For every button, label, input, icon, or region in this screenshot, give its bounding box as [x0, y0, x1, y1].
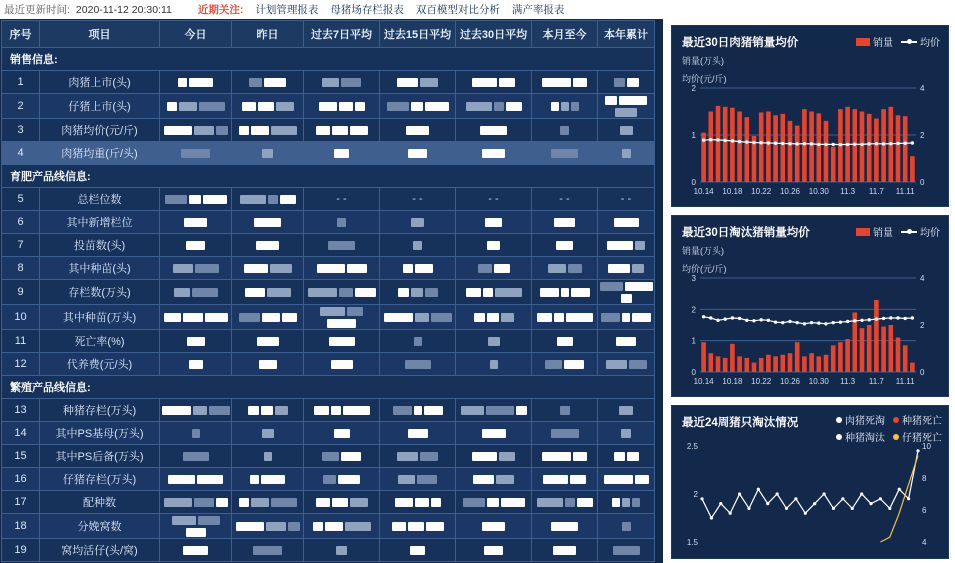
- table-row[interactable]: [2, 71, 655, 94]
- table-cell-value: [304, 468, 380, 491]
- table-cell-value: [304, 211, 380, 234]
- table-cell-index: 17: [2, 491, 40, 514]
- svg-text:10.18: 10.18: [722, 377, 743, 386]
- table-cell-item: 仔猪上市(头): [40, 94, 160, 119]
- table-cell-value: [232, 188, 304, 211]
- table-cell-value: [232, 539, 304, 562]
- svg-text:10.22: 10.22: [751, 187, 772, 196]
- table-cell-value: [380, 330, 456, 353]
- table-cell-value: [380, 119, 456, 142]
- table-cell-value: [456, 353, 532, 376]
- table-cell-value: [380, 539, 456, 562]
- table-cell-value: [532, 211, 598, 234]
- table-cell-value: [456, 257, 532, 280]
- table-row[interactable]: [2, 468, 655, 491]
- svg-text:4: 4: [920, 274, 925, 283]
- svg-text:1: 1: [691, 131, 696, 140]
- th-yesterday: 昨日: [232, 21, 304, 48]
- table-cell-item: 肉猪均重(斤/头): [40, 142, 160, 165]
- table-cell-value: [532, 353, 598, 376]
- table-cell-value: [456, 234, 532, 257]
- table-cell-value: [232, 142, 304, 165]
- table-cell-value: [304, 142, 380, 165]
- svg-text:3: 3: [691, 274, 696, 283]
- table-cell-value: [160, 514, 232, 539]
- table-row[interactable]: [2, 422, 655, 445]
- table-cell-index: 16: [2, 468, 40, 491]
- legend-label-piglet-death: 仔猪死亡: [902, 433, 942, 444]
- table-row[interactable]: [2, 305, 655, 330]
- table-cell-index: 9: [2, 280, 40, 305]
- table-cell-value: [598, 422, 655, 445]
- table-cell-value: [456, 305, 532, 330]
- legend-label-breed-death: 种猪死亡: [902, 416, 942, 427]
- legend-swatch-sales-2: [856, 228, 870, 236]
- table-cell-index: 13: [2, 399, 40, 422]
- svg-text:2: 2: [920, 321, 925, 330]
- table-cell-value: [598, 539, 655, 562]
- table-cell-value: [532, 491, 598, 514]
- table-cell-value: [598, 330, 655, 353]
- table-cell-value: [532, 422, 598, 445]
- table-cell-value: [232, 71, 304, 94]
- table-cell-value: [598, 305, 655, 330]
- legend-label-sales-2: 销量: [873, 228, 893, 239]
- table-cell-value: [160, 119, 232, 142]
- table-row[interactable]: [2, 142, 655, 165]
- svg-text:2.5: 2.5: [686, 442, 698, 451]
- table-cell-value: [456, 71, 532, 94]
- table-cell-item: 其中种苗(万头): [40, 305, 160, 330]
- table-cell-item: 其中PS基母(万头): [40, 422, 160, 445]
- table-row[interactable]: [2, 514, 655, 539]
- table-cell-value: [160, 539, 232, 562]
- table-cell-value: [304, 94, 380, 119]
- chart-pig-sales[interactable]: [671, 25, 949, 207]
- table-cell-value: [532, 468, 598, 491]
- charts-panel: [663, 19, 955, 563]
- svg-text:10.30: 10.30: [808, 377, 829, 386]
- table-cell-value: [380, 234, 456, 257]
- table-row[interactable]: [2, 491, 655, 514]
- legend-swatch-sales: [856, 38, 870, 46]
- table-cell-item: 其中PS后备(万头): [40, 445, 160, 468]
- table-row[interactable]: [2, 539, 655, 562]
- top-bar: [0, 0, 955, 19]
- table-cell-value: [456, 445, 532, 468]
- table-cell-value: [598, 468, 655, 491]
- table-cell-value: [380, 280, 456, 305]
- table-cell-index: 12: [2, 353, 40, 376]
- svg-text:11.7: 11.7: [868, 377, 884, 386]
- table-cell-index: 10: [2, 305, 40, 330]
- table-cell-value: [598, 445, 655, 468]
- table-cell-index: 15: [2, 445, 40, 468]
- table-cell-value: [160, 71, 232, 94]
- table-cell-value: [380, 305, 456, 330]
- table-header-row: [2, 21, 655, 48]
- table-cell-value: [598, 257, 655, 280]
- svg-text:10.30: 10.30: [808, 187, 829, 196]
- table-cell-value: [160, 234, 232, 257]
- svg-text:6: 6: [922, 506, 927, 515]
- table-cell-value: [232, 468, 304, 491]
- legend-label-sales: 销量: [873, 38, 893, 49]
- table-cell-value: [304, 257, 380, 280]
- table-body: [2, 48, 655, 562]
- th-item: 项目: [40, 21, 160, 48]
- table-cell-item: 总栏位数: [40, 188, 160, 211]
- svg-text:4: 4: [920, 84, 925, 93]
- table-row[interactable]: [2, 280, 655, 305]
- table-cell-index: 14: [2, 422, 40, 445]
- table-section-title: 育肥产品线信息:: [2, 165, 655, 188]
- th-year: 本年累计: [598, 21, 655, 48]
- table-cell-item: 其中新增栏位: [40, 211, 160, 234]
- table-cell-value: [532, 142, 598, 165]
- chart-pig-sales-legend: [856, 34, 940, 49]
- table-cell-value: [160, 330, 232, 353]
- table-cell-value: [380, 468, 456, 491]
- table-cell-index: 5: [2, 188, 40, 211]
- th-avg30: 过去30日平均: [456, 21, 532, 48]
- chart-weekly-death-title: 最近24周猪只淘汰情况: [682, 417, 799, 429]
- table-cell-value: - -: [456, 188, 532, 211]
- table-cell-value: [160, 399, 232, 422]
- table-cell-value: [598, 94, 655, 119]
- table-cell-index: 11: [2, 330, 40, 353]
- table-row[interactable]: [2, 94, 655, 119]
- update-label: 最近更新时间:: [4, 4, 70, 16]
- table-row[interactable]: [2, 188, 655, 211]
- table-cell-value: [456, 330, 532, 353]
- table-row[interactable]: [2, 257, 655, 280]
- link-capacity-report[interactable]: 满产率报表: [511, 4, 565, 16]
- table-cell-item: 其中种苗(头): [40, 257, 160, 280]
- table-cell-value: [160, 305, 232, 330]
- table-cell-value: [598, 142, 655, 165]
- table-cell-value: [232, 445, 304, 468]
- svg-text:11.3: 11.3: [840, 187, 856, 196]
- table-cell-value: [380, 257, 456, 280]
- table-cell-item: 肉猪均价(元/斤): [40, 119, 160, 142]
- table-cell-index: 3: [2, 119, 40, 142]
- table-cell-index: 8: [2, 257, 40, 280]
- table-cell-value: [598, 234, 655, 257]
- table-cell-value: [160, 211, 232, 234]
- table-cell-value: [456, 119, 532, 142]
- table-cell-item: 仔猪存栏(万头): [40, 468, 160, 491]
- table-cell-index: 18: [2, 514, 40, 539]
- table-cell-value: - -: [532, 188, 598, 211]
- table-cell-value: [304, 445, 380, 468]
- table-cell-value: [456, 280, 532, 305]
- table-cell-value: [598, 353, 655, 376]
- svg-text:1.5: 1.5: [686, 538, 698, 547]
- table-cell-item: 死亡率(%): [40, 330, 160, 353]
- table-section-row: [2, 48, 655, 71]
- table-cell-value: [232, 514, 304, 539]
- table-cell-value: [232, 399, 304, 422]
- table-section-row: [2, 376, 655, 399]
- chart-weekly-death[interactable]: [671, 405, 949, 559]
- table-cell-value: [380, 94, 456, 119]
- legend-label-price-2: 均价: [920, 228, 940, 239]
- table-cell-value: [598, 514, 655, 539]
- table-cell-value: - -: [598, 188, 655, 211]
- table-cell-value: [232, 330, 304, 353]
- metrics-table: [1, 20, 655, 562]
- svg-text:2: 2: [920, 131, 925, 140]
- table-cell-value: - -: [380, 188, 456, 211]
- table-cell-value: [304, 330, 380, 353]
- table-cell-value: [304, 539, 380, 562]
- table-cell-value: [532, 280, 598, 305]
- table-cell-value: [304, 422, 380, 445]
- table-section-row: [2, 165, 655, 188]
- table-cell-value: [160, 491, 232, 514]
- svg-text:0: 0: [920, 368, 925, 377]
- table-cell-value: [160, 445, 232, 468]
- table-cell-value: [532, 445, 598, 468]
- table-cell-item: 窝均活仔(头/窝): [40, 539, 160, 562]
- legend-swatch-price-2: [901, 231, 917, 233]
- table-cell-value: [232, 94, 304, 119]
- svg-text:10.18: 10.18: [722, 187, 743, 196]
- table-row[interactable]: [2, 234, 655, 257]
- table-cell-value: [232, 491, 304, 514]
- table-cell-item: 种猪存栏(万头): [40, 399, 160, 422]
- table-cell-value: [456, 539, 532, 562]
- table-cell-item: 代养费(元/头): [40, 353, 160, 376]
- svg-text:10.14: 10.14: [693, 377, 714, 386]
- table-cell-value: [304, 353, 380, 376]
- chart-cull-sales-legend: [856, 224, 940, 239]
- chart-pig-sales-title: 最近30日肉猪销量均价: [682, 37, 799, 49]
- table-cell-value: [532, 94, 598, 119]
- chart-cull-sales-ylabel: 销量(万头): [682, 246, 724, 256]
- table-cell-index: 4: [2, 142, 40, 165]
- table-cell-value: [304, 491, 380, 514]
- svg-text:8: 8: [922, 474, 927, 483]
- table-cell-value: [532, 119, 598, 142]
- table-cell-value: [598, 280, 655, 305]
- chart-cull-sales-title: 最近30日淘汰猪销量均价: [682, 227, 810, 239]
- table-cell-value: [598, 399, 655, 422]
- svg-text:10: 10: [922, 442, 931, 451]
- th-month: 本月至今: [532, 21, 598, 48]
- svg-text:10.26: 10.26: [779, 377, 801, 386]
- svg-text:10.22: 10.22: [751, 377, 772, 386]
- svg-text:10.14: 10.14: [693, 187, 714, 196]
- svg-text:0: 0: [691, 368, 696, 377]
- table-cell-index: 2: [2, 94, 40, 119]
- th-today: 今日: [160, 21, 232, 48]
- chart-cull-sales-y2label: 均价(元/斤): [682, 264, 727, 274]
- table-cell-value: [456, 211, 532, 234]
- table-cell-value: [380, 514, 456, 539]
- chart-pig-sales-y2label: 均价(元/斤): [682, 74, 727, 84]
- table-cell-value: [532, 71, 598, 94]
- table-cell-value: [304, 305, 380, 330]
- table-cell-value: [232, 119, 304, 142]
- table-cell-value: [160, 353, 232, 376]
- table-section-title: 繁殖产品线信息:: [2, 376, 655, 399]
- svg-text:0: 0: [691, 178, 696, 187]
- table-cell-value: [456, 94, 532, 119]
- table-row[interactable]: [2, 119, 655, 142]
- table-cell-value: [380, 211, 456, 234]
- table-cell-value: [380, 353, 456, 376]
- table-cell-value: [232, 211, 304, 234]
- table-cell-value: [532, 257, 598, 280]
- table-cell-value: [456, 491, 532, 514]
- table-cell-value: [456, 399, 532, 422]
- link-sow-farm-report[interactable]: 母猪场存栏报表: [330, 4, 404, 16]
- link-model-compare[interactable]: 双百模型对比分析: [415, 4, 500, 16]
- svg-text:2: 2: [691, 84, 696, 93]
- table-cell-value: [598, 491, 655, 514]
- table-cell-item: 存栏数(万头): [40, 280, 160, 305]
- update-time: 2020-11-12 20:30:11: [75, 3, 172, 16]
- table-cell-value: [380, 399, 456, 422]
- table-cell-value: [532, 234, 598, 257]
- table-cell-value: [456, 142, 532, 165]
- table-cell-value: [160, 280, 232, 305]
- table-cell-value: [598, 119, 655, 142]
- table-cell-value: [160, 94, 232, 119]
- table-section-title: 销售信息:: [2, 48, 655, 71]
- table-cell-value: [532, 514, 598, 539]
- table-cell-item: 配种数: [40, 491, 160, 514]
- legend-label-breed-cull: 种猪淘汰: [845, 433, 885, 444]
- th-index: 序号: [2, 21, 40, 48]
- table-cell-value: [598, 211, 655, 234]
- table-cell-value: [160, 142, 232, 165]
- table-row[interactable]: [2, 211, 655, 234]
- table-cell-value: [304, 399, 380, 422]
- table-cell-value: [304, 71, 380, 94]
- table-cell-value: [232, 280, 304, 305]
- table-cell-value: [232, 257, 304, 280]
- table-cell-value: [304, 514, 380, 539]
- table-cell-value: [598, 71, 655, 94]
- table-cell-value: [380, 71, 456, 94]
- table-cell-value: [456, 422, 532, 445]
- svg-text:11.11: 11.11: [895, 187, 915, 196]
- table-cell-value: [160, 188, 232, 211]
- th-avg15: 过去15日平均: [380, 21, 456, 48]
- table-cell-index: 7: [2, 234, 40, 257]
- table-cell-value: [160, 468, 232, 491]
- table-cell-value: [304, 280, 380, 305]
- table-cell-value: [380, 142, 456, 165]
- table-cell-value: [532, 305, 598, 330]
- svg-text:10.26: 10.26: [779, 187, 801, 196]
- legend-label-price: 均价: [920, 38, 940, 49]
- table-cell-value: [160, 422, 232, 445]
- svg-text:2: 2: [691, 305, 696, 315]
- svg-text:11.7: 11.7: [868, 187, 884, 196]
- table-cell-value: [304, 119, 380, 142]
- table-cell-value: [532, 399, 598, 422]
- svg-text:11.3: 11.3: [840, 377, 856, 386]
- table-cell-value: [232, 234, 304, 257]
- svg-text:2: 2: [693, 490, 698, 499]
- metrics-table-panel: [0, 19, 657, 563]
- table-cell-value: [232, 353, 304, 376]
- table-cell-index: 6: [2, 211, 40, 234]
- table-cell-value: [456, 468, 532, 491]
- table-row[interactable]: [2, 399, 655, 422]
- table-cell-item: 投苗数(头): [40, 234, 160, 257]
- svg-text:4: 4: [922, 538, 927, 547]
- table-cell-index: 19: [2, 539, 40, 562]
- table-row[interactable]: [2, 445, 655, 468]
- table-cell-value: [380, 491, 456, 514]
- chart-cull-sales[interactable]: [671, 215, 949, 397]
- table-cell-index: 1: [2, 71, 40, 94]
- table-cell-value: [232, 422, 304, 445]
- table-cell-value: [160, 257, 232, 280]
- legend-label-meat-death: 肉猪死淘: [845, 416, 885, 427]
- link-plan-report[interactable]: 计划管理报表: [255, 4, 319, 16]
- chart-pig-sales-ylabel: 销量(万头): [682, 56, 724, 66]
- table-cell-value: [532, 539, 598, 562]
- table-cell-value: - -: [304, 188, 380, 211]
- focus-label: 近期关注:: [197, 4, 244, 16]
- table-cell-value: [380, 445, 456, 468]
- table-cell-value: [232, 305, 304, 330]
- table-cell-value: [380, 422, 456, 445]
- legend-swatch-price: [901, 41, 917, 43]
- table-cell-value: [304, 234, 380, 257]
- table-cell-value: [456, 514, 532, 539]
- svg-text:0: 0: [920, 178, 925, 187]
- svg-text:11.11: 11.11: [895, 377, 915, 386]
- table-cell-item: 肉猪上市(头): [40, 71, 160, 94]
- table-row[interactable]: [2, 353, 655, 376]
- svg-text:1: 1: [691, 336, 696, 346]
- table-row[interactable]: [2, 330, 655, 353]
- table-cell-item: 分娩窝数: [40, 514, 160, 539]
- th-avg7: 过去7日平均: [304, 21, 380, 48]
- table-cell-value: [532, 330, 598, 353]
